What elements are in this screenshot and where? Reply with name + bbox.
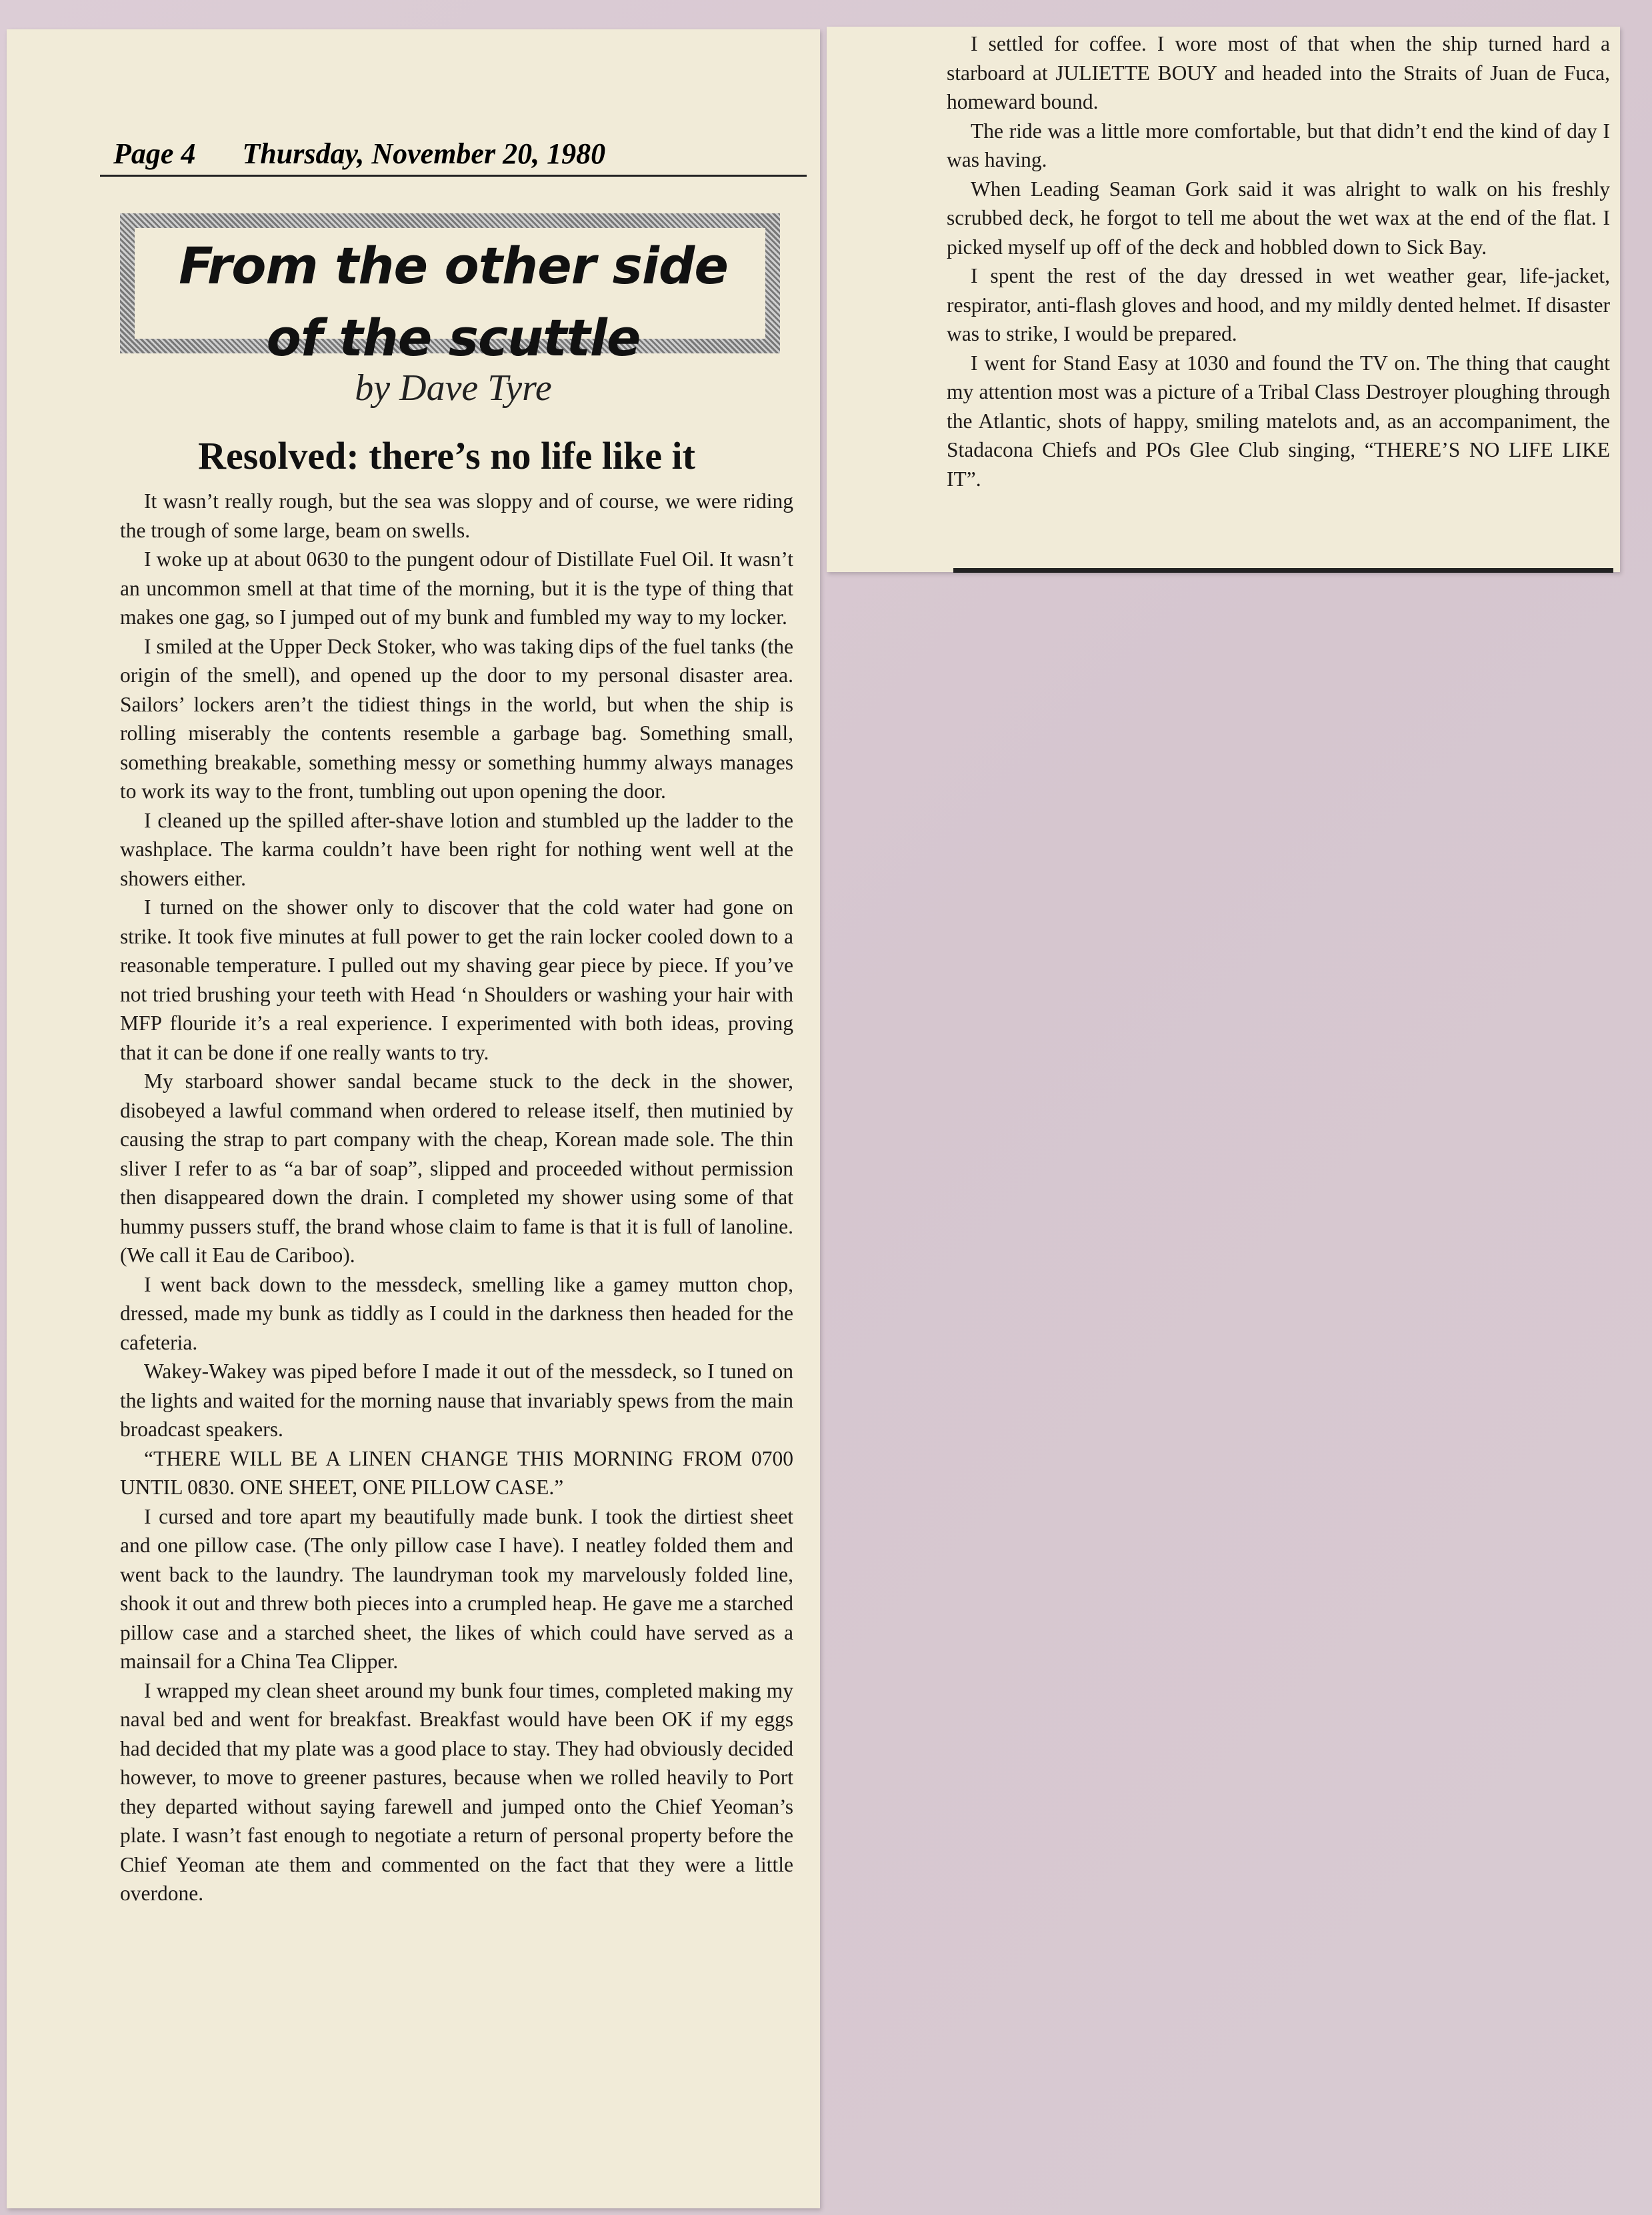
- paragraph: The ride was a little more comfortable, but that didn’t end the kind of day I was having.: [947, 119, 1610, 171]
- paragraph: I cleaned up the spilled after-shave lotion and stumbled up the ladder to the washplace. The karma couldn’t have been right for nothing went well at the showers either.: [120, 808, 793, 890]
- paragraph: I went back down to the messdeck, smelling like a gamey mutton chop, dressed, made my bunk as tiddly as I could in the darkness then headed for the cafeteria.: [120, 1272, 793, 1354]
- paragraph: Wakey-Wakey was piped before I made it out of the messdeck, so I tuned on the lights and waited for the morning nause that invariably spews from the main broadcast speakers.: [120, 1360, 793, 1441]
- paragraph: I spent the rest of the day dressed in wet weather gear, life-jacket, respirator, anti-flash gloves and hood, and my mildly dented helmet. If disaster was to strike, I would be prepared.: [947, 264, 1610, 345]
- paragraph: My starboard shower sandal became stuck to the deck in the shower, disobeyed a lawful command when ordered to release itself, then mutinied by causing the strap to part company with the cheap, Korean made sole. The thin sliver I refer to as “a bar of soap”, slipped and proceeded without permission then disappeared down the drain. I completed my shower using some of that hummy pussers stuff, the brand whose claim to fame is that it is full of lanoline. (We call it Eau de Cariboo).: [120, 1069, 793, 1267]
- paragraph: It wasn’t really rough, but the sea was sloppy and of course, we were riding the trough of some large, beam on swells.: [120, 489, 793, 542]
- paragraph: I woke up at about 0630 to the pungent odour of Distillate Fuel Oil. It wasn’t an uncommon smell at that time of the morning, but it is the type of thing that makes one gag, so I jumped out of my bunk and fumbled my way to my locker.: [120, 547, 793, 629]
- page-number: Page 4: [113, 137, 196, 170]
- paragraph: When Leading Seaman Gork said it was alright to walk on his freshly scrubbed deck, he forgot to tell me about the wet wax at the end of the flat. I picked myself up off of the deck and hobbled down to Sick Bay.: [947, 177, 1610, 259]
- paragraph: I smiled at the Upper Deck Stoker, who was taking dips of the fuel tanks (the origin of the smell), and opened up the door to my personal disaster area. Sailors’ lockers aren’t the tidiest things in the world, but when the ship is rolling miserably the contents resemble a garbage bag. Something small, something breakable, something messy or something hummy always manages to work its way to the front, tumbling out upon opening the door.: [120, 634, 793, 803]
- end-rule: [953, 568, 1613, 573]
- headline: Resolved: there’s no life like it: [198, 434, 695, 477]
- paragraph: I wrapped my clean sheet around my bunk four times, completed making my naval bed and went for breakfast. Breakfast would have been OK if my eggs had decided that my plate was a good place to stay. They had obviously decided however, to move to greener pastures, because when we rolled heavily to Port they departed without saying farewell and jumped onto the Chief Yeoman’s plate. I wasn’t fast enough to negotiate a return of personal property before the Chief Yeoman ate them and commented on the fact that they were a little overdone.: [120, 1678, 793, 1905]
- article-body-right: [947, 29, 1610, 493]
- paragraph: I cursed and tore apart my beautifully made bunk. I took the dirtiest sheet and one pillow case. (The only pillow case I have). I neatley folded them and went back to the laundry. The laundryman took my marvelously folded line, shook it out and threw both pieces into a crumpled heap. He gave me a starched pillow case and a starched sheet, the likes of which could have served as a mainsail for a China Tea Clipper.: [120, 1504, 793, 1673]
- article-body-left: [120, 487, 793, 1908]
- column-title: [133, 230, 773, 374]
- paragraph: “THERE WILL BE A LINEN CHANGE THIS MORNING FROM 0700 UNTIL 0830. ONE SHEET, ONE PILLOW CASE.”: [120, 1446, 793, 1499]
- column-title-line-2: of the scuttle: [266, 308, 641, 367]
- paragraph: I settled for coffee. I wore most of that when the ship turned hard a starboard at JULIETTE BOUY and headed into the Straits of Juan de Fuca, homeward bound.: [947, 32, 1610, 113]
- dateline: [113, 127, 687, 180]
- column-title-line-1: From the other side: [179, 236, 728, 295]
- byline: by Dave Tyre: [355, 367, 552, 409]
- header-rule: [100, 175, 807, 177]
- paragraph: I went for Stand Easy at 1030 and found the TV on. The thing that caught my attention most was a picture of a Tribal Class Destroyer ploughing through the Atlantic, shots of happy, smiling matelots and, as an accompaniment, the Stadacona Chiefs and POs Glee Club singing, “THERE’S NO LIFE LIKE IT”.: [947, 351, 1610, 491]
- publication-date: Thursday, November 20, 1980: [242, 137, 606, 170]
- paragraph: I turned on the shower only to discover that the cold water had gone on strike. It took five minutes at full power to get the rain locker cooled down to a reasonable temperature. I pulled out my shaving gear piece by piece. If you’ve not tried brushing your teeth with Head ‘n Shoulders or washing your hair with MFP flouride it’s a real experience. I experimented with both ideas, proving that it can be done if one really wants to try.: [120, 895, 793, 1064]
